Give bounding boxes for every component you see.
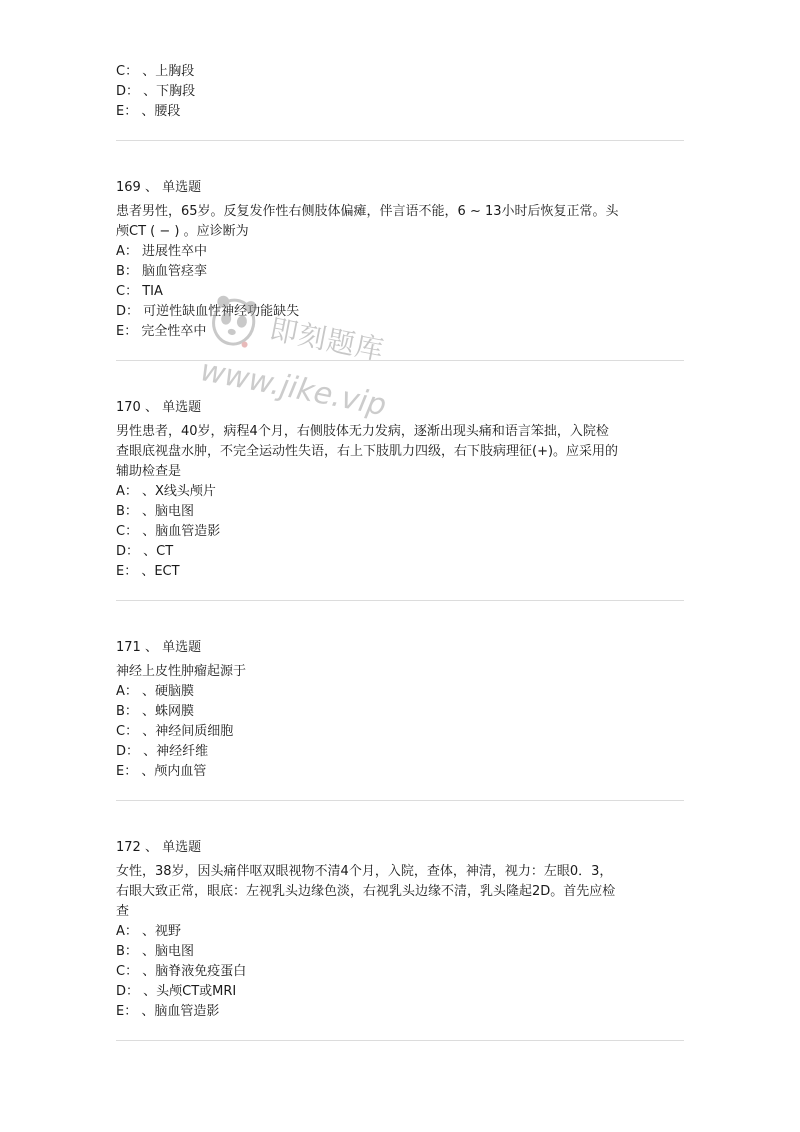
option-c: C： TIA bbox=[116, 284, 163, 299]
divider bbox=[116, 800, 684, 801]
question-header-172: 172 、 单选题 bbox=[116, 840, 202, 855]
question-stem: 神经上皮性肿瘤起源于 bbox=[116, 664, 247, 679]
option-e: E： 、颅内血管 bbox=[116, 764, 207, 779]
option-a: A： 、视野 bbox=[116, 924, 182, 939]
option-a: A： 、硬脑膜 bbox=[116, 684, 195, 699]
question-stem: 查 bbox=[116, 904, 130, 919]
option-c: C： 、神经间质细胞 bbox=[116, 724, 234, 739]
option-c: C： 、脑血管造影 bbox=[116, 524, 221, 539]
question-stem: 患者男性，65岁。反复发作性右侧肢体偏瘫，伴言语不能，6 ~ 13小时后恢复正常。头 bbox=[116, 204, 619, 219]
option-a: A： 进展性卒中 bbox=[116, 244, 208, 259]
question-stem: 查眼底视盘水肿，不完全运动性失语，右上下肢肌力四级，右下肢病理征(+)。应采用的 bbox=[116, 444, 619, 459]
divider bbox=[116, 1040, 684, 1041]
option-a: A： 、X线头颅片 bbox=[116, 484, 216, 499]
watermark-brand: 即刻题库 bbox=[266, 312, 388, 368]
question-header-171: 171 、 单选题 bbox=[116, 640, 202, 655]
panda-logo-icon bbox=[204, 288, 264, 354]
question-stem: 辅助检查是 bbox=[116, 464, 182, 479]
option-b: B： 脑血管痉挛 bbox=[116, 264, 208, 279]
option-d: D： 、神经纤维 bbox=[116, 744, 209, 759]
option-d: D： 可逆性缺血性神经功能缺失 bbox=[116, 304, 300, 319]
option-e: E： 完全性卒中 bbox=[116, 324, 207, 339]
option-e-top: E： 、腰段 bbox=[116, 104, 181, 119]
divider bbox=[116, 600, 684, 601]
question-stem: 女性，38岁，因头痛伴呕双眼视物不清4个月，入院，查体，神清，视力：左眼0．3， bbox=[116, 864, 613, 879]
option-d: D： 、头颅CT或MRI bbox=[116, 984, 237, 999]
option-e: E： 、脑血管造影 bbox=[116, 1004, 220, 1019]
option-e: E： 、ECT bbox=[116, 564, 180, 579]
question-stem: 右眼大致正常，眼底：左视乳头边缘色淡，右视乳头边缘不清，乳头隆起2D。首先应检 bbox=[116, 884, 616, 899]
question-stem: 颅CT ( − ) 。应诊断为 bbox=[116, 224, 249, 239]
option-b: B： 、蛛网膜 bbox=[116, 704, 195, 719]
option-d: D： 、CT bbox=[116, 544, 174, 559]
question-header-169: 169 、 单选题 bbox=[116, 180, 202, 195]
watermark-url: www.jike.vip bbox=[197, 353, 390, 424]
option-c: C： 、脑脊液免疫蛋白 bbox=[116, 964, 247, 979]
option-c-top: C： 、上胸段 bbox=[116, 64, 195, 79]
option-d-top: D： 、下胸段 bbox=[116, 84, 196, 99]
divider bbox=[116, 140, 684, 141]
option-b: B： 、脑电图 bbox=[116, 944, 195, 959]
question-stem: 男性患者，40岁，病程4个月，右侧肢体无力发病，逐渐出现头痛和语言笨拙，入院检 bbox=[116, 424, 609, 439]
question-header-170: 170 、 单选题 bbox=[116, 400, 202, 415]
option-b: B： 、脑电图 bbox=[116, 504, 195, 519]
